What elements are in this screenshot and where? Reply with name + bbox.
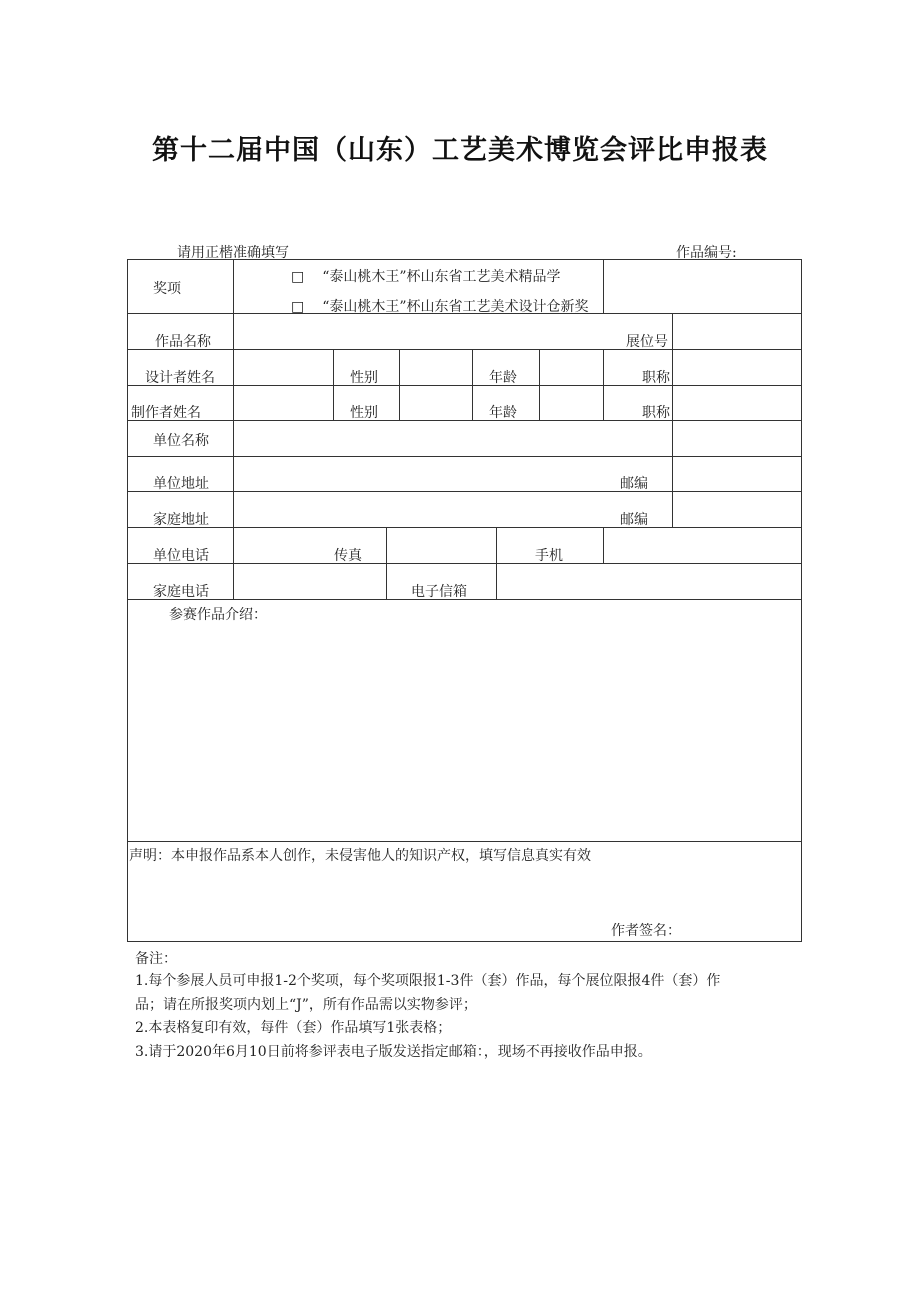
age-label: 年龄 xyxy=(489,370,517,386)
org-phone-field[interactable] xyxy=(235,529,333,561)
postcode-label: 邮编 xyxy=(620,512,648,528)
fax-field[interactable] xyxy=(388,529,494,561)
designer-age-field[interactable] xyxy=(541,351,601,383)
checkbox-icon[interactable]: □ xyxy=(291,299,305,315)
work-name-field[interactable] xyxy=(235,315,601,347)
signature-label: 作者签名： xyxy=(611,923,681,939)
mobile-label: 手机 xyxy=(535,548,563,564)
intro-textarea[interactable] xyxy=(129,624,800,838)
award-label: 奖项 xyxy=(153,281,181,297)
home-postcode-field[interactable] xyxy=(674,493,800,525)
gender-label: 性别 xyxy=(350,370,378,386)
org-address-label: 单位地址 xyxy=(153,476,209,492)
org-name-field[interactable] xyxy=(235,422,800,454)
maker-name-field[interactable] xyxy=(235,387,331,418)
maker-title-field[interactable] xyxy=(674,387,800,418)
fax-label: 传真 xyxy=(334,548,362,564)
home-address-label: 家庭地址 xyxy=(153,512,209,528)
booth-label: 展位号 xyxy=(626,334,668,350)
designer-title-field[interactable] xyxy=(674,351,800,383)
booth-field[interactable] xyxy=(674,315,800,347)
gender-label: 性别 xyxy=(350,405,378,421)
notes-heading: 备注： xyxy=(135,951,177,967)
home-address-field[interactable] xyxy=(235,493,601,525)
note-item: 2.本表格复印有效，每件（套）作品填写1张表格； xyxy=(135,1020,452,1036)
checkbox-icon[interactable]: □ xyxy=(291,269,305,285)
note-item: 3.请于2020年6月10日前将参评表电子版发送指定邮箱：，现场不再接收作品申报。 xyxy=(135,1044,652,1060)
org-address-field[interactable] xyxy=(235,458,601,489)
org-name-label: 单位名称 xyxy=(153,433,209,449)
postcode-label: 邮编 xyxy=(620,476,648,492)
declaration-text: 声明：本申报作品系本人创作，未侵害他人的知识产权，填写信息真实有效 xyxy=(129,848,591,864)
title-label: 职称 xyxy=(642,405,670,421)
home-phone-label: 家庭电话 xyxy=(153,584,209,600)
award-option-text: “泰山桃木王”杯山东省工艺美术精品学 xyxy=(322,269,561,285)
note-item: 品；请在所报奖项内划上“J”，所有作品需以实物参评； xyxy=(135,997,477,1013)
fill-instruction: 请用正楷准确填写 xyxy=(177,245,289,261)
award-option-2[interactable] xyxy=(291,296,589,316)
award-option-text: “泰山桃木王”杯山东省工艺美术设计仓新奖 xyxy=(322,299,589,315)
org-phone-label: 单位电话 xyxy=(153,548,209,564)
maker-age-field[interactable] xyxy=(541,387,601,418)
maker-label: 制作者姓名 xyxy=(131,405,201,421)
page-title: 第十二届中国（山东）工艺美术博览会评比申报表 xyxy=(152,135,768,166)
home-phone-field[interactable] xyxy=(235,565,384,597)
age-label: 年龄 xyxy=(489,405,517,421)
title-label: 职称 xyxy=(642,370,670,386)
work-name-label: 作品名称 xyxy=(155,334,211,350)
work-number-label: 作品编号: xyxy=(676,245,737,261)
designer-name-field[interactable] xyxy=(235,351,331,383)
org-postcode-field[interactable] xyxy=(674,458,800,489)
designer-label: 设计者姓名 xyxy=(145,370,215,386)
designer-gender-field[interactable] xyxy=(401,351,470,383)
signature-field[interactable] xyxy=(682,914,798,938)
email-label: 电子信箱 xyxy=(411,584,467,600)
award-option-1[interactable] xyxy=(291,266,561,286)
email-field[interactable] xyxy=(498,565,800,597)
mobile-field[interactable] xyxy=(605,529,800,561)
note-item: 1.每个参展人员可申报1-2个奖项，每个奖项限报1-3件（套）作品，每个展位限报4件（套）作 xyxy=(135,973,721,989)
intro-label: 参赛作品介绍： xyxy=(169,607,267,623)
maker-gender-field[interactable] xyxy=(401,387,470,418)
